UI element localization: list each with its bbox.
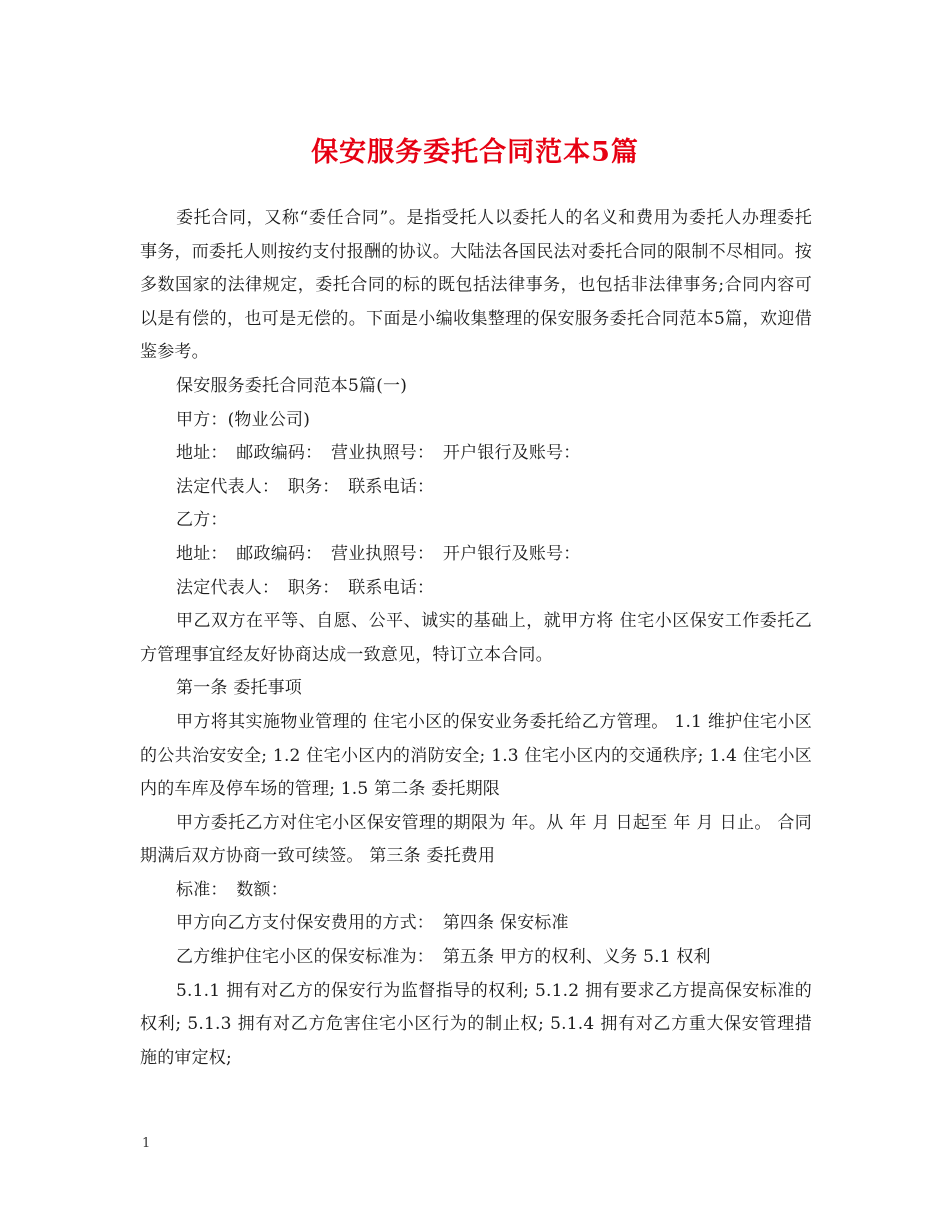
fee-standard-line: 标准： 数额：: [176, 879, 288, 900]
party-a: 甲方：(物业公司): [176, 409, 311, 430]
security-standard-line: 乙方维护住宅小区的保安标准为： 第五条 甲方的权利、义务 5.1 权利: [176, 947, 711, 968]
rights-paragraph: 5.1.1 拥有对乙方的保安行为监督指导的权利; 5.1.2 拥有要求乙方提高保安标准的权利; 5.1.3 拥有对乙方危害住宅小区行为的制止权; 5.1.4 拥有对乙方重大保安管理措施的审定权;: [140, 980, 812, 1068]
party-b-address-line: 地址： 邮政编码： 营业执照号： 开户银行及账号：: [176, 543, 581, 564]
article-1-content: 甲方将其实施物业管理的 住宅小区的保安业务委托给乙方管理。 1.1 维护住宅小区的公共治安安全; 1.2 住宅小区内的消防安全; 1.3 住宅小区内的交通秩序; 1.4 住宅小区内的车库及停车场的管理; 1.5 第二条 委托期限: [140, 711, 812, 800]
party-a-representative-line: 法定代表人： 职务： 联系电话：: [176, 476, 435, 497]
article-1-heading: 第一条 委托事项: [176, 678, 303, 699]
intro-paragraph: 委托合同，又称“委任合同”。是指受托人以委托人的名义和费用为委托人办理委托事务，而委托人则按约支付报酬的协议。大陆法各国民法对委托合同的限制不尽相同。按多数国家的法律规定，委托合同的标的既包括法律事务，也包括非法律事务;合同内容可以是有偿的，也可是无偿的。下面是小编收集整理的保安服务委托合同范本5篇，欢迎借鉴参考。: [140, 208, 812, 363]
party-b: 乙方：: [176, 510, 228, 531]
article-2-content: 甲方委托乙方对住宅小区保安管理的期限为 年。从 年 月 日起至 年 月 日止。 合同期满后双方协商一致可续签。 第三条 委托费用: [140, 812, 812, 867]
document-body: [140, 202, 812, 1075]
section-heading: 保安服务委托合同范本5篇(一): [176, 375, 408, 396]
payment-method-line: 甲方向乙方支付保安费用的方式： 第四条 保安标准: [176, 913, 569, 934]
party-b-representative-line: 法定代表人： 职务： 联系电话：: [176, 577, 435, 598]
party-a-address-line: 地址： 邮政编码： 营业执照号： 开户银行及账号：: [176, 443, 581, 464]
document-title: 保安服务委托合同范本5篇: [311, 137, 639, 168]
page-number: 1: [142, 1136, 151, 1151]
agreement-paragraph: 甲乙双方在平等、自愿、公平、诚实的基础上，就甲方将 住宅小区保安工作委托乙方管理事宜经友好协商达成一致意见，特订立本合同。: [140, 611, 812, 665]
